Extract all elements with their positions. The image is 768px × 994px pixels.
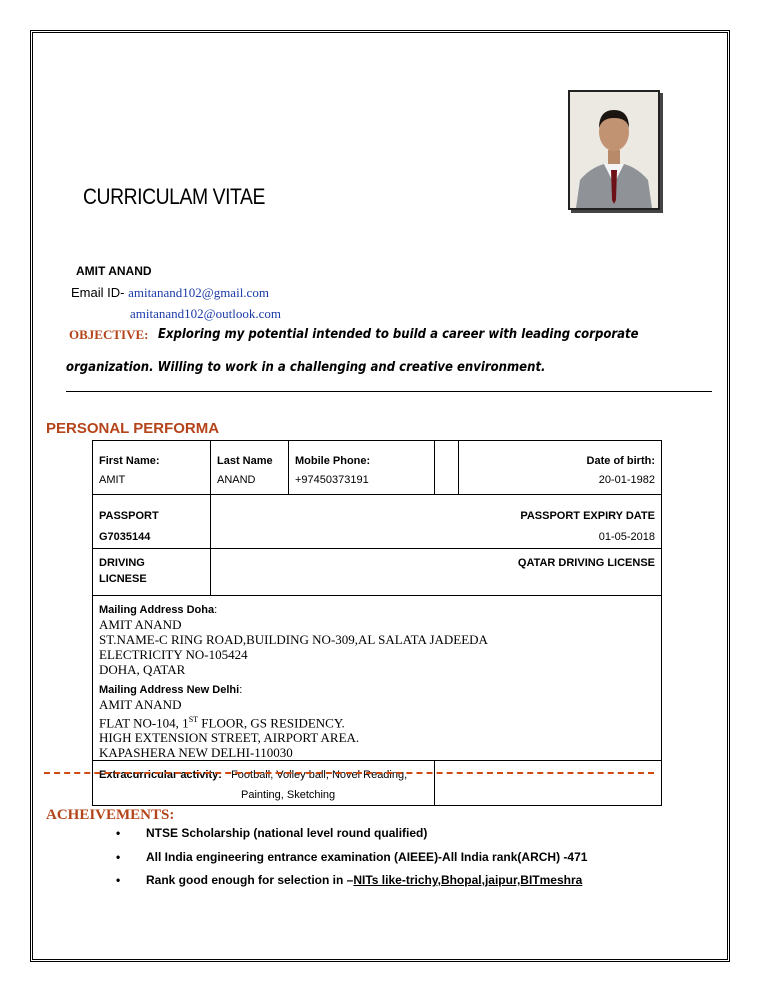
first-name-value: AMIT (99, 474, 126, 486)
mobile-cell (289, 441, 435, 495)
objective-label: OBJECTIVE: (69, 327, 149, 342)
last-name-cell (211, 441, 289, 495)
email-link-gmail[interactable]: amitanand102@gmail.com (128, 285, 269, 300)
delhi-address-label: Mailing Address New Delhi (99, 684, 240, 696)
bullet-icon: • (116, 826, 121, 840)
driving-label-line-2: LICNESE (99, 573, 147, 585)
table-row (93, 761, 662, 806)
email-label: Email ID- (71, 285, 125, 300)
achievement-text: All India engineering entrance examination (AIEEE)-All India rank(ARCH) -471 (146, 850, 588, 864)
delhi-line2-end: FLOOR, GS RESIDENCY. (198, 715, 345, 731)
delhi-address-line: AMIT ANAND (99, 697, 182, 712)
delhi-line2-start: FLAT NO-104, 1 (99, 715, 189, 731)
doha-address-line: AMIT ANAND (99, 617, 182, 632)
mobile-label: Mobile Phone: (295, 455, 371, 467)
driving-label-line-1: DRIVING (99, 557, 145, 569)
mobile-value: +97450373191 (295, 474, 369, 486)
section-title-achievements: ACHEIVEMENTS: (46, 807, 175, 823)
passport-expiry-cell (211, 495, 662, 549)
divider (66, 391, 712, 392)
email-row (71, 285, 269, 301)
last-name-value: ANAND (217, 474, 256, 486)
dob-value: 20-01-1982 (598, 474, 655, 486)
delhi-address-line: HIGH EXTENSION STREET, AIRPORT AREA. (99, 730, 360, 746)
passport-number: G7035144 (99, 531, 151, 543)
objective-text-line-2: organization. Willing to work in a challenging and creative environment. (66, 360, 546, 375)
delhi-address-line (99, 712, 655, 730)
doha-address-line: DOHA, QATAR (99, 662, 186, 677)
candidate-name: AMIT ANAND (76, 264, 152, 278)
driving-license-value: QATAR DRIVING LICENSE (211, 549, 662, 596)
achievement-underlined-text: NITs like-trichy,Bhopal,jaipur,BITmeshra (353, 873, 583, 887)
first-name-label: First Name: (99, 455, 160, 467)
bullet-icon: • (116, 873, 121, 887)
extracurricular-value-2: Painting, Sketching (241, 789, 336, 802)
passport-label: PASSPORT (99, 510, 159, 522)
achievement-text-start: Rank good enough for selection in – (146, 873, 354, 887)
mailing-address-cell (93, 596, 662, 761)
email-link-outlook[interactable]: amitanand102@outlook.com (130, 306, 281, 321)
achievement-text (146, 873, 582, 887)
dob-cell (459, 441, 662, 495)
empty-cell (435, 441, 459, 495)
doha-address-line: ELECTRICITY NO-105424 (99, 647, 248, 662)
last-name-label: Last Name (217, 455, 273, 467)
delhi-address-line: KAPASHERA NEW DELHI-110030 (99, 745, 293, 761)
profile-photo (568, 90, 660, 210)
section-title-personal: PERSONAL PERFORMA (46, 420, 220, 437)
bullet-icon: • (116, 850, 121, 864)
passport-expiry-value: 01-05-2018 (598, 531, 655, 543)
table-row (93, 596, 662, 761)
passport-cell (93, 495, 211, 549)
passport-expiry-label: PASSPORT EXPIRY DATE (520, 510, 655, 522)
delhi-address-heading: Mailing Address New Delhi: (99, 684, 243, 696)
personal-details-table (92, 440, 662, 806)
dob-label: Date of birth: (586, 455, 655, 467)
table-row (93, 495, 662, 549)
page-title: CURRICULAM VITAE (83, 184, 265, 209)
extracurricular-line-1 (99, 765, 428, 785)
delhi-line2-sup: ST (188, 715, 199, 724)
doha-address-label: Mailing Address Doha (99, 604, 215, 616)
extracurricular-cell (93, 761, 435, 806)
first-name-cell (93, 441, 211, 495)
empty-cell (435, 761, 662, 806)
extracurricular-value-1: Football, Volley ball, Novel Reading, (231, 769, 408, 782)
achievement-text: NTSE Scholarship (national level round qualified) (146, 826, 428, 840)
objective-text-line-1: Exploring my potential intended to build a career with leading corporate (158, 327, 639, 342)
doha-address-heading: Mailing Address Doha: (99, 604, 218, 616)
table-row (93, 441, 662, 495)
driving-cell (93, 549, 211, 596)
doha-address-line: ST.NAME-C RING ROAD,BUILDING NO-309,AL SALATA JADEEDA (99, 632, 488, 647)
table-row (93, 549, 662, 596)
extracurricular-label: Extracurricular activity: (99, 769, 222, 782)
dashed-separator (44, 772, 654, 774)
